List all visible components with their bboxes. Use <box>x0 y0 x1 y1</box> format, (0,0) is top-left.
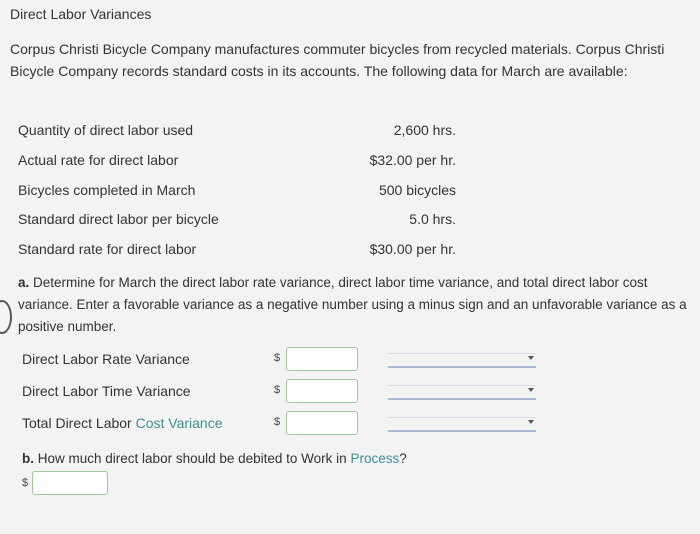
time-variance-select[interactable] <box>388 385 536 400</box>
chevron-down-icon <box>528 388 534 392</box>
data-label: Standard direct labor per bicycle <box>18 211 219 227</box>
data-value: 5.0 hrs. <box>409 211 456 227</box>
part-b-prefix: b. <box>22 451 34 466</box>
data-value: $30.00 per hr. <box>369 241 456 257</box>
data-row-standard-rate <box>18 241 456 257</box>
data-value: 2,600 hrs. <box>393 122 456 138</box>
data-row-bicycles-completed <box>18 182 456 198</box>
currency-sign: $ <box>274 384 281 396</box>
total-variance-select[interactable] <box>388 417 536 432</box>
answer-row-rate-variance <box>22 347 542 373</box>
data-row-actual-rate <box>18 152 456 168</box>
part-a-question <box>18 272 688 338</box>
problem-intro: Corpus Christi Bicycle Company manufactures commuter bicycles from recycled materials. Corpus Christi Bicycle Company records standard costs in its accounts. The following data for March are available: <box>10 41 665 79</box>
data-row-labor-used <box>18 122 456 138</box>
chevron-down-icon <box>528 356 534 360</box>
data-label: Actual rate for direct labor <box>18 152 179 168</box>
part-a-prefix: a. <box>18 275 30 290</box>
data-label: Bicycles completed in March <box>18 182 196 198</box>
time-variance-input[interactable] <box>286 379 358 403</box>
data-row-standard-labor <box>18 211 456 227</box>
answer-row-total-variance <box>22 411 542 437</box>
work-in-process-input[interactable] <box>32 471 108 495</box>
total-variance-input[interactable] <box>286 411 358 435</box>
data-label: Standard rate for direct labor <box>18 241 197 257</box>
part-b-question: b. How much direct labor should be debited to Work in Process? <box>22 451 407 466</box>
currency-sign: $ <box>274 352 281 364</box>
edge-marker <box>0 300 12 334</box>
answer-label: Direct Labor Time Variance <box>22 383 191 399</box>
currency-sign: $ <box>22 477 29 489</box>
chevron-down-icon <box>528 420 534 424</box>
answer-row-time-variance <box>22 379 542 405</box>
data-value: $32.00 per hr. <box>369 152 456 168</box>
rate-variance-input[interactable] <box>286 347 358 371</box>
data-label: Quantity of direct labor used <box>18 122 194 138</box>
data-value: 500 bicycles <box>378 182 456 198</box>
page-title: Direct Labor Variances <box>10 6 152 22</box>
answer-label: Total Direct Labor Cost Variance <box>22 415 223 431</box>
part-a-text: Determine for March the direct labor rate variance, direct labor time variance, and total direct labor cost variance. Enter a favorable variance as a negative number using a minus sign and an unfavorable variance as a positive number. <box>18 275 687 334</box>
currency-sign: $ <box>274 416 281 428</box>
rate-variance-select[interactable] <box>388 353 536 368</box>
answer-label: Direct Labor Rate Variance <box>22 351 190 367</box>
